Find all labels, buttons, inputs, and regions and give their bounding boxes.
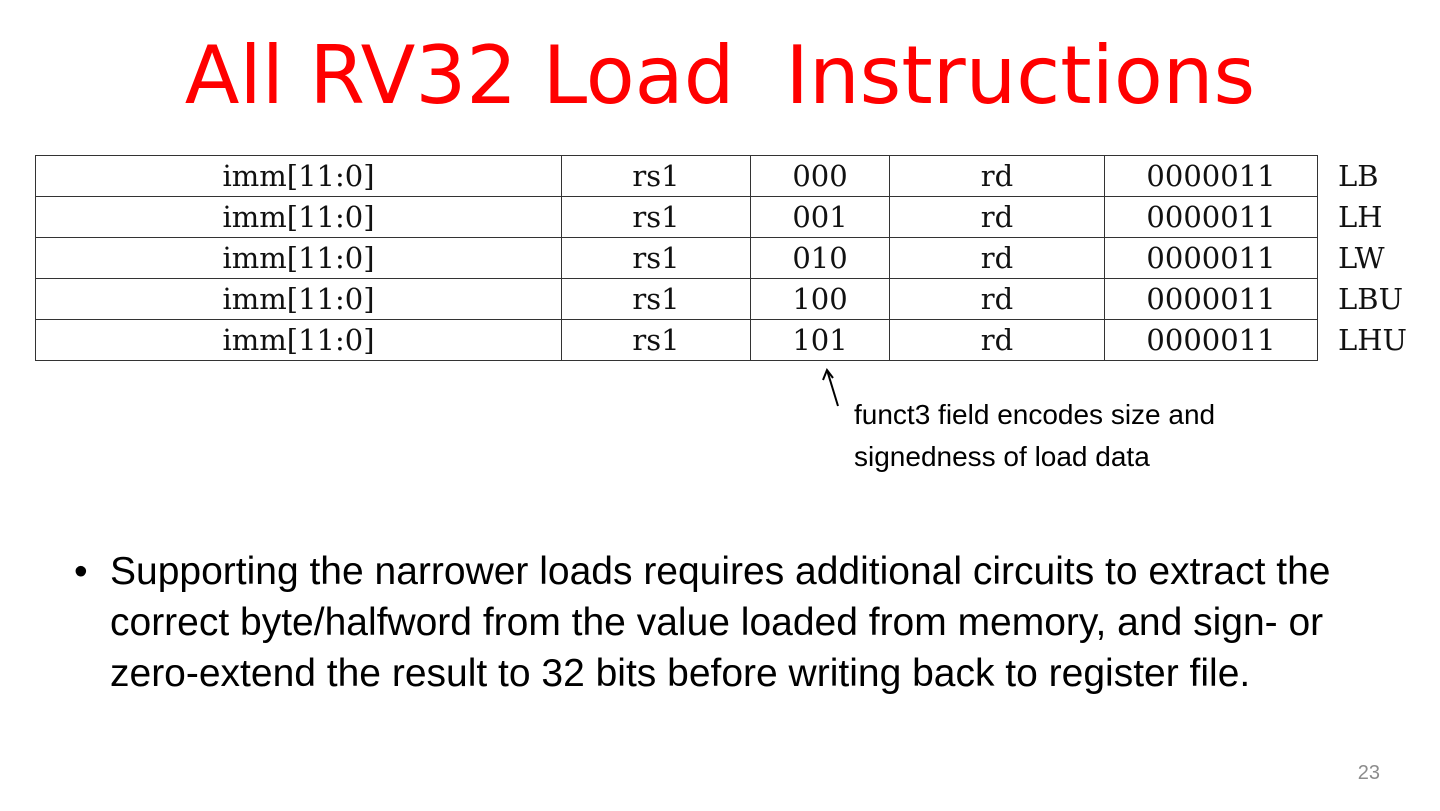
instruction-name: LHU <box>1338 323 1407 357</box>
table-row <box>36 279 1429 320</box>
table-row <box>36 320 1429 361</box>
imm-cell: imm[11:0] <box>36 320 562 361</box>
bullet-list <box>72 546 1352 699</box>
rs1-cell: rs1 <box>562 238 751 279</box>
instruction-name: LH <box>1338 200 1383 234</box>
rd-cell: rd <box>890 197 1105 238</box>
funct3-annotation <box>854 394 1314 478</box>
funct3-cell: 101 <box>751 320 890 361</box>
bullet-text: Supporting the narrower loads requires additional circuits to extract the correct byte/halfword from the value loaded from memory, and sign- or zero-extend the result to 32 bits before writing back to register file. <box>110 550 1331 695</box>
rd-cell: rd <box>890 238 1105 279</box>
page-number: 23 <box>1357 762 1380 784</box>
instruction-name: LBU <box>1338 282 1404 316</box>
rd-cell: rd <box>890 320 1105 361</box>
imm-cell: imm[11:0] <box>36 279 562 320</box>
imm-cell: imm[11:0] <box>36 197 562 238</box>
table-row <box>36 238 1429 279</box>
table-row <box>36 197 1429 238</box>
opcode-cell: 0000011 <box>1105 197 1318 238</box>
rd-cell: rd <box>890 156 1105 197</box>
rs1-cell: rs1 <box>562 279 751 320</box>
imm-cell: imm[11:0] <box>36 238 562 279</box>
bullet-dot-icon: • <box>74 550 88 593</box>
imm-cell: imm[11:0] <box>36 156 562 197</box>
funct3-cell: 010 <box>751 238 890 279</box>
table-row <box>36 156 1429 197</box>
opcode-cell: 0000011 <box>1105 320 1318 361</box>
rs1-cell: rs1 <box>562 156 751 197</box>
instruction-name: LB <box>1338 159 1379 193</box>
slide-title: All RV32 Load Instructions <box>184 29 1256 122</box>
opcode-cell: 0000011 <box>1105 238 1318 279</box>
rd-cell: rd <box>890 279 1105 320</box>
funct3-cell: 100 <box>751 279 890 320</box>
funct3-cell: 000 <box>751 156 890 197</box>
annotation-line-1: funct3 field encodes size and <box>854 399 1216 430</box>
opcode-cell: 0000011 <box>1105 156 1318 197</box>
annotation-line-2: signedness of load data <box>854 441 1150 472</box>
instruction-name: LW <box>1338 241 1385 275</box>
rs1-cell: rs1 <box>562 197 751 238</box>
bullet-item <box>72 546 1352 699</box>
opcode-cell: 0000011 <box>1105 279 1318 320</box>
load-encoding-table <box>35 155 1429 361</box>
funct3-cell: 001 <box>751 197 890 238</box>
annotation-arrow-icon <box>820 366 846 410</box>
rs1-cell: rs1 <box>562 320 751 361</box>
